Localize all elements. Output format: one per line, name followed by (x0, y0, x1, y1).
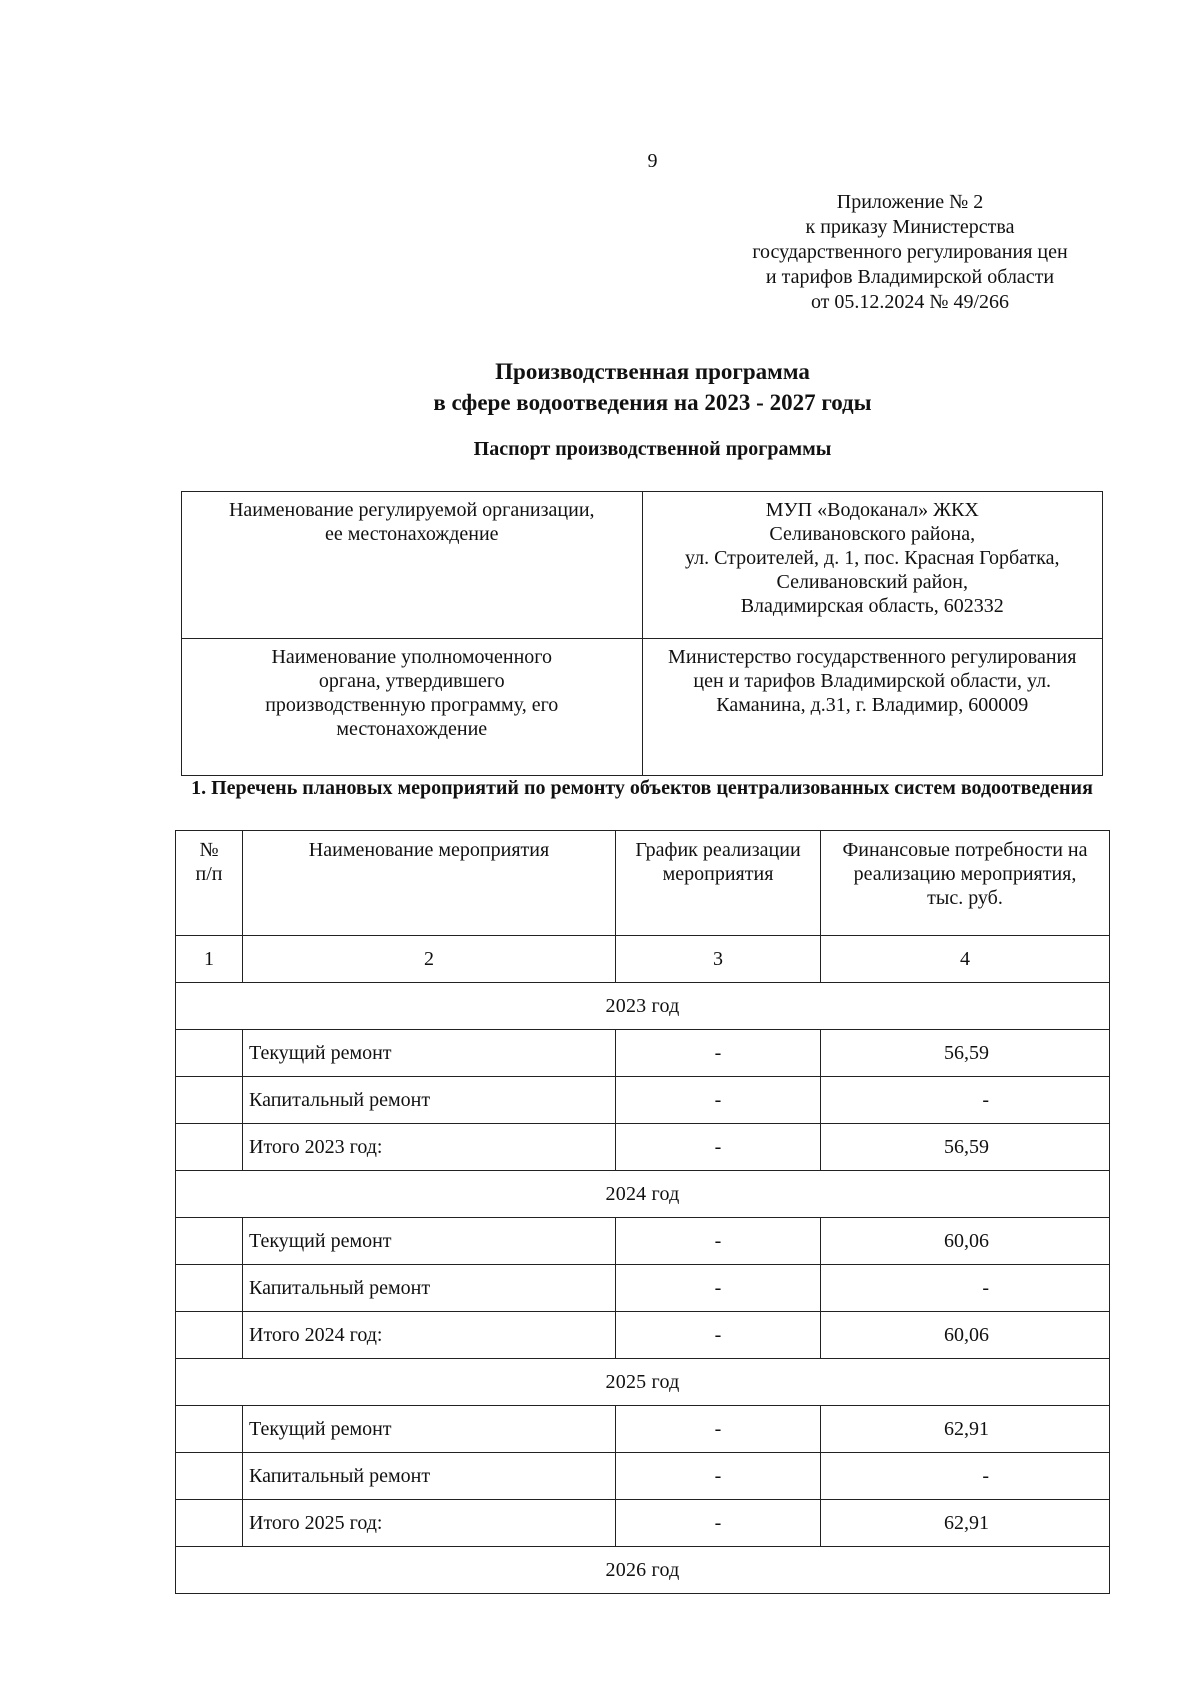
passport-row-organization (182, 492, 1103, 639)
amount-cell: 56,59 (821, 1124, 1110, 1171)
measure-name-cell: Текущий ремонт (243, 1218, 616, 1265)
passport-row-authority (182, 639, 1103, 776)
value-line: Каманина, д.31, г. Владимир, 600009 (716, 694, 1029, 716)
amount-cell: - (821, 1077, 1110, 1124)
schedule-cell: - (616, 1124, 821, 1171)
column-number-cell: 3 (616, 936, 821, 983)
section-heading: 1. Перечень плановых мероприятий по ремонту объектов централизованных систем водоотведения (191, 777, 1093, 799)
header-line: реализацию мероприятия, (853, 863, 1077, 885)
passport-label-cell (182, 639, 643, 776)
value-line: Владимирская область, 602332 (740, 595, 1004, 617)
header-line: мероприятия (662, 863, 774, 885)
year-cell: 2025 год (176, 1359, 1110, 1406)
row-number-cell (176, 1312, 243, 1359)
header-cell-name (243, 831, 616, 936)
measure-name-cell: Текущий ремонт (243, 1406, 616, 1453)
table-row (176, 1406, 1110, 1453)
schedule-cell: - (616, 1406, 821, 1453)
header-line: Наименование мероприятия (308, 839, 550, 861)
column-number-cell: 1 (176, 936, 243, 983)
label-line: местонахождение (336, 718, 488, 740)
appendix-line: и тарифов Владимирской области (765, 266, 1055, 288)
year-row (176, 1171, 1110, 1218)
passport-heading: Паспорт производственной программы (473, 438, 832, 460)
appendix-line: государственного регулирования цен (752, 241, 1068, 263)
schedule-cell: - (616, 1265, 821, 1312)
year-cell: 2024 год (176, 1171, 1110, 1218)
year-row (176, 1359, 1110, 1406)
amount-cell: - (821, 1265, 1110, 1312)
passport-label: Наименование регулируемой организации, ее местонахождение (228, 499, 595, 545)
measure-name-cell: Итого 2024 год: (243, 1312, 616, 1359)
passport-value-cell (642, 492, 1103, 639)
row-number-cell (176, 1453, 243, 1500)
schedule-cell: - (616, 1077, 821, 1124)
value-line: Селивановского района, (769, 523, 976, 545)
year-row (176, 983, 1110, 1030)
page-number: 9 (647, 150, 658, 172)
title-line: Производственная программа (495, 359, 810, 384)
column-number-row (176, 936, 1110, 983)
header-line: График реализации (635, 839, 801, 861)
passport-label-cell (182, 492, 643, 639)
year-cell: 2026 год (176, 1547, 1110, 1594)
header-cell-schedule (616, 831, 821, 936)
amount-cell: 62,91 (821, 1406, 1110, 1453)
year-row (176, 1547, 1110, 1594)
amount-cell: 60,06 (821, 1312, 1110, 1359)
value-line: Министерство государственного регулирования (668, 646, 1077, 668)
column-number-cell: 4 (821, 936, 1110, 983)
header-line: п/п (195, 863, 223, 885)
passport-table (181, 491, 1103, 776)
row-number-cell (176, 1218, 243, 1265)
row-number-cell (176, 1265, 243, 1312)
table-row (176, 1077, 1110, 1124)
appendix-line: к приказу Министерства (805, 216, 1015, 238)
header-line: № (199, 839, 219, 861)
schedule-cell: - (616, 1312, 821, 1359)
measure-name-cell: Капитальный ремонт (243, 1077, 616, 1124)
appendix-note (700, 190, 1120, 315)
passport-value-cell (642, 639, 1103, 776)
schedule-cell: - (616, 1500, 821, 1547)
amount-cell: - (821, 1453, 1110, 1500)
table-header-row (176, 831, 1110, 936)
header-cell-number (176, 831, 243, 936)
measure-name-cell: Текущий ремонт (243, 1030, 616, 1077)
amount-cell: 60,06 (821, 1218, 1110, 1265)
row-number-cell (176, 1406, 243, 1453)
row-number-cell (176, 1124, 243, 1171)
value-line: цен и тарифов Владимирской области, ул. (693, 670, 1052, 692)
amount-cell: 62,91 (821, 1500, 1110, 1547)
schedule-cell: - (616, 1218, 821, 1265)
row-number-cell (176, 1077, 243, 1124)
table-row (176, 1453, 1110, 1500)
header-line: тыс. руб. (927, 887, 1003, 909)
year-cell: 2023 год (176, 983, 1110, 1030)
column-number-cell: 2 (243, 936, 616, 983)
table-row (176, 1218, 1110, 1265)
measure-name-cell: Капитальный ремонт (243, 1453, 616, 1500)
title-line: в сфере водоотведения на 2023 - 2027 годы (433, 390, 872, 415)
table-row (176, 1312, 1110, 1359)
value-line: ул. Строителей, д. 1, пос. Красная Горбатка, (684, 547, 1060, 569)
table-row (176, 1500, 1110, 1547)
document-title (0, 356, 1200, 418)
appendix-line: от 05.12.2024 № 49/266 (810, 291, 1010, 313)
label-line: производственную программу, его (265, 694, 559, 716)
appendix-line: Приложение № 2 (836, 191, 984, 213)
table-row (176, 1030, 1110, 1077)
label-line: органа, утвердившего (318, 670, 505, 692)
measures-table (175, 830, 1110, 1594)
measure-name-cell: Итого 2023 год: (243, 1124, 616, 1171)
header-line: Финансовые потребности на (842, 839, 1088, 861)
value-line: МУП «Водоканал» ЖКХ (765, 499, 979, 521)
table-row (176, 1124, 1110, 1171)
label-line: Наименование уполномоченного (271, 646, 553, 668)
amount-cell: 56,59 (821, 1030, 1110, 1077)
measure-name-cell: Капитальный ремонт (243, 1265, 616, 1312)
row-number-cell (176, 1030, 243, 1077)
value-line: Селивановский район, (776, 571, 968, 593)
measure-name-cell: Итого 2025 год: (243, 1500, 616, 1547)
row-number-cell (176, 1500, 243, 1547)
schedule-cell: - (616, 1453, 821, 1500)
schedule-cell: - (616, 1030, 821, 1077)
header-cell-funding (821, 831, 1110, 936)
table-row (176, 1265, 1110, 1312)
